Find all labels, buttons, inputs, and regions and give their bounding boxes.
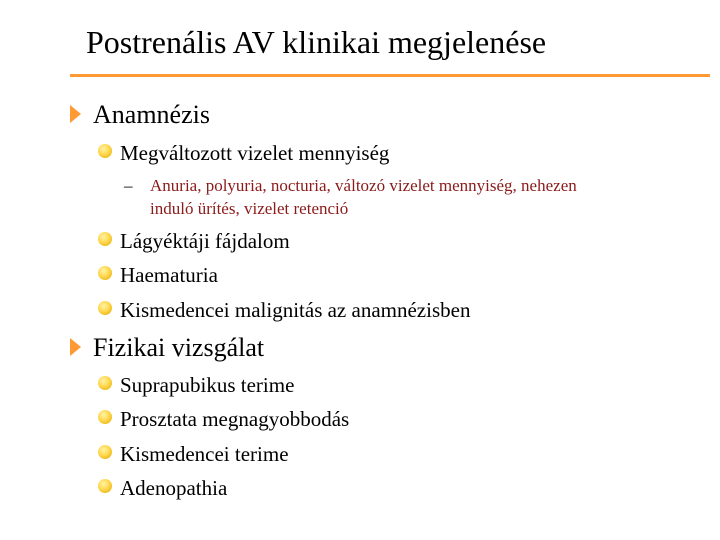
bullet-label: Adenopathia [120,476,228,500]
bullet-label: Haematuria [120,263,218,287]
sub-bullet-line-1: Anuria, polyuria, nocturia, változó vizelet mennyiség, nehezen [150,176,577,195]
sub-bullet [124,174,694,220]
sub-bullet-line-2: induló ürítés, vizelet retenció [150,199,349,218]
bullet-item [98,297,470,323]
triangle-bullet-icon [70,338,81,356]
section-heading-label: Anamnézis [93,100,210,129]
dash-bullet: – [124,176,133,195]
bullet-item [98,372,294,398]
round-bullet-icon [98,144,112,158]
bullet-item [98,441,289,467]
slide-title: Postrenális AV klinikai megjelenése [86,24,547,60]
round-bullet-icon [98,479,112,493]
bullet-label: Prosztata megnagyobbodás [120,407,350,431]
bullet-item [98,140,389,166]
triangle-bullet-icon [70,105,81,123]
bullet-label: Kismedencei terime [120,442,289,466]
round-bullet-icon [98,376,112,390]
bullet-label: Lágyéktáji fájdalom [120,229,290,253]
round-bullet-icon [98,266,112,280]
section-heading-label: Fizikai vizsgálat [93,333,265,362]
round-bullet-icon [98,301,112,315]
bullet-label: Megváltozott vizelet mennyiség [120,141,390,165]
bullet-label: Kismedencei malignitás az anamnézisben [120,298,471,322]
section-heading-fizikai-vizsgalat [70,333,264,363]
round-bullet-icon [98,410,112,424]
round-bullet-icon [98,445,112,459]
bullet-item [98,262,218,288]
bullet-item [98,228,290,254]
bullet-item [98,406,349,432]
title-underline [70,74,710,77]
bullet-label: Suprapubikus terime [120,373,295,397]
round-bullet-icon [98,232,112,246]
section-heading-anamnezis [70,100,210,130]
bullet-item [98,475,227,501]
